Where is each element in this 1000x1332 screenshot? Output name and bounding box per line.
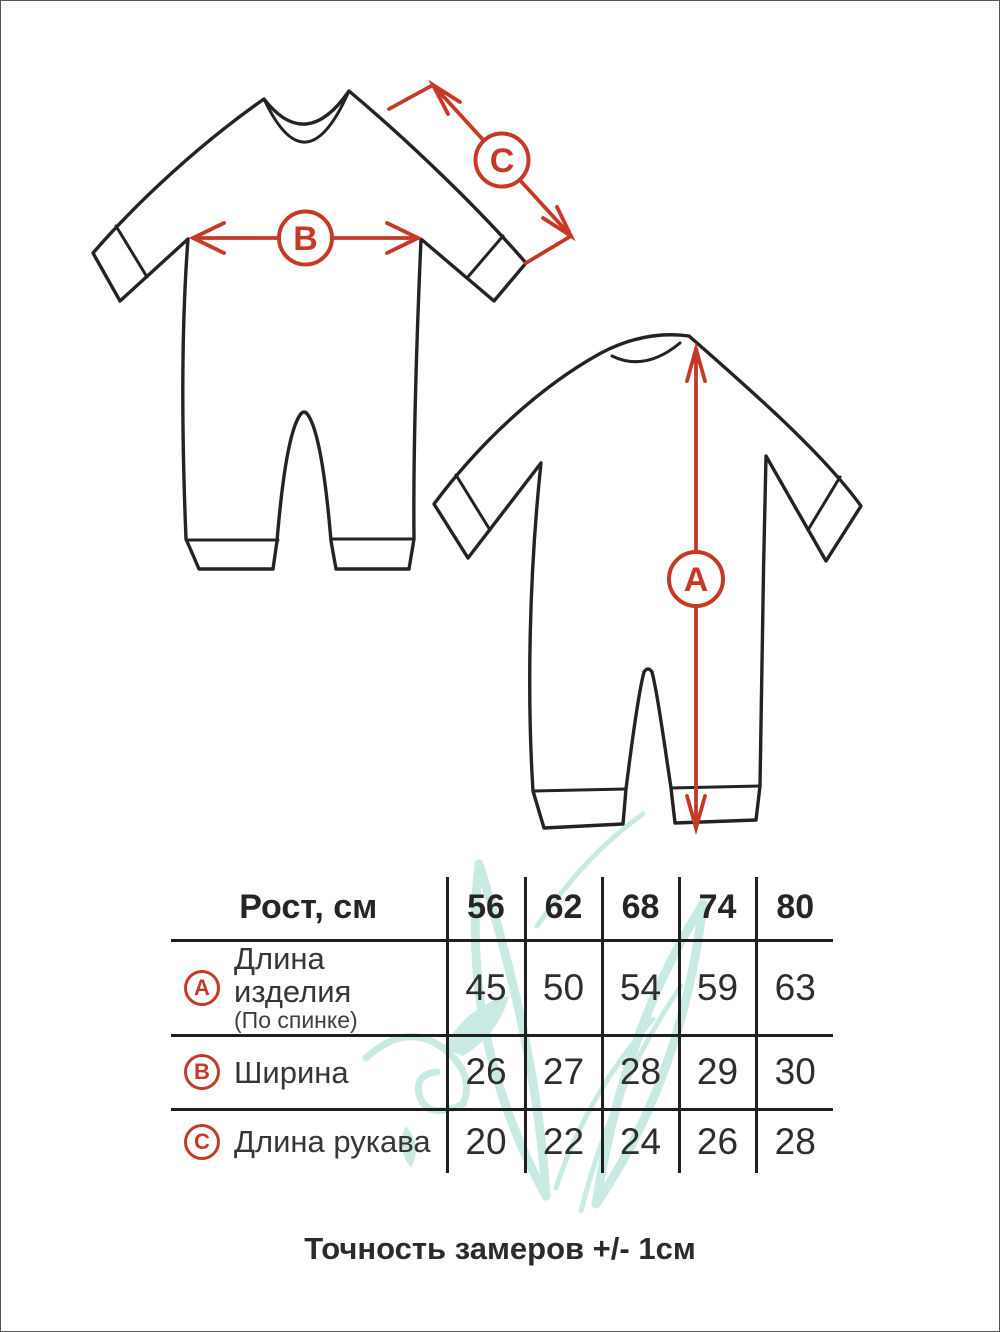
size-column-62: 62 bbox=[525, 877, 602, 940]
row-label-cell bbox=[171, 1035, 447, 1109]
measure-c-badge: C bbox=[184, 1124, 220, 1160]
row-name: Длина рукава bbox=[234, 1124, 431, 1160]
measure-c-letter: C bbox=[489, 142, 515, 180]
size-table bbox=[171, 877, 833, 1173]
table-cell: 22 bbox=[525, 1109, 602, 1173]
size-column-68: 68 bbox=[602, 877, 679, 940]
table-cell: 45 bbox=[447, 940, 525, 1035]
right-leg-hem-seam bbox=[671, 786, 760, 788]
table-header-row bbox=[171, 877, 833, 940]
table-cell: 20 bbox=[447, 1109, 525, 1173]
table-cell: 54 bbox=[602, 940, 679, 1035]
back-view-drawing bbox=[426, 326, 881, 841]
accuracy-note: Точность замеров +/- 1см bbox=[304, 1231, 696, 1266]
table-cell: 26 bbox=[447, 1035, 525, 1109]
table-cell: 28 bbox=[774, 1120, 816, 1162]
header-growth-cell: Рост, см bbox=[171, 877, 447, 940]
table-cell: 63 bbox=[756, 940, 833, 1035]
measure-a-badge: A bbox=[184, 970, 220, 1006]
size-column-74: 74 bbox=[679, 877, 756, 940]
table-row-width bbox=[171, 1035, 833, 1109]
measure-a-letter: A bbox=[683, 561, 709, 599]
table-row-length bbox=[171, 940, 833, 1035]
table-cell: 28 bbox=[602, 1035, 679, 1109]
measure-b-badge: B bbox=[184, 1054, 220, 1090]
measure-b-letter: B bbox=[293, 220, 318, 258]
size-column-56: 56 bbox=[447, 877, 525, 940]
table-cell: 26 bbox=[679, 1109, 756, 1173]
table-cell: 24 bbox=[602, 1109, 679, 1173]
left-leg-hem-seam bbox=[533, 789, 626, 791]
row-name: Ширина bbox=[234, 1054, 349, 1090]
table-cell: 29 bbox=[679, 1035, 756, 1109]
size-column-80: 80 bbox=[756, 877, 833, 940]
romper-back-outline bbox=[434, 335, 861, 828]
row-name: Длина изделия bbox=[234, 940, 352, 1009]
table-cell: 27 bbox=[525, 1035, 602, 1109]
table-row-sleeve bbox=[171, 1109, 833, 1173]
row-label-cell bbox=[171, 940, 447, 1035]
row-label-cell bbox=[171, 1109, 447, 1173]
table-cell: 59 bbox=[679, 940, 756, 1035]
table-cell: 30 bbox=[756, 1035, 833, 1109]
row-note: (По спинке) bbox=[234, 1007, 358, 1034]
table-cell: 50 bbox=[525, 940, 602, 1035]
